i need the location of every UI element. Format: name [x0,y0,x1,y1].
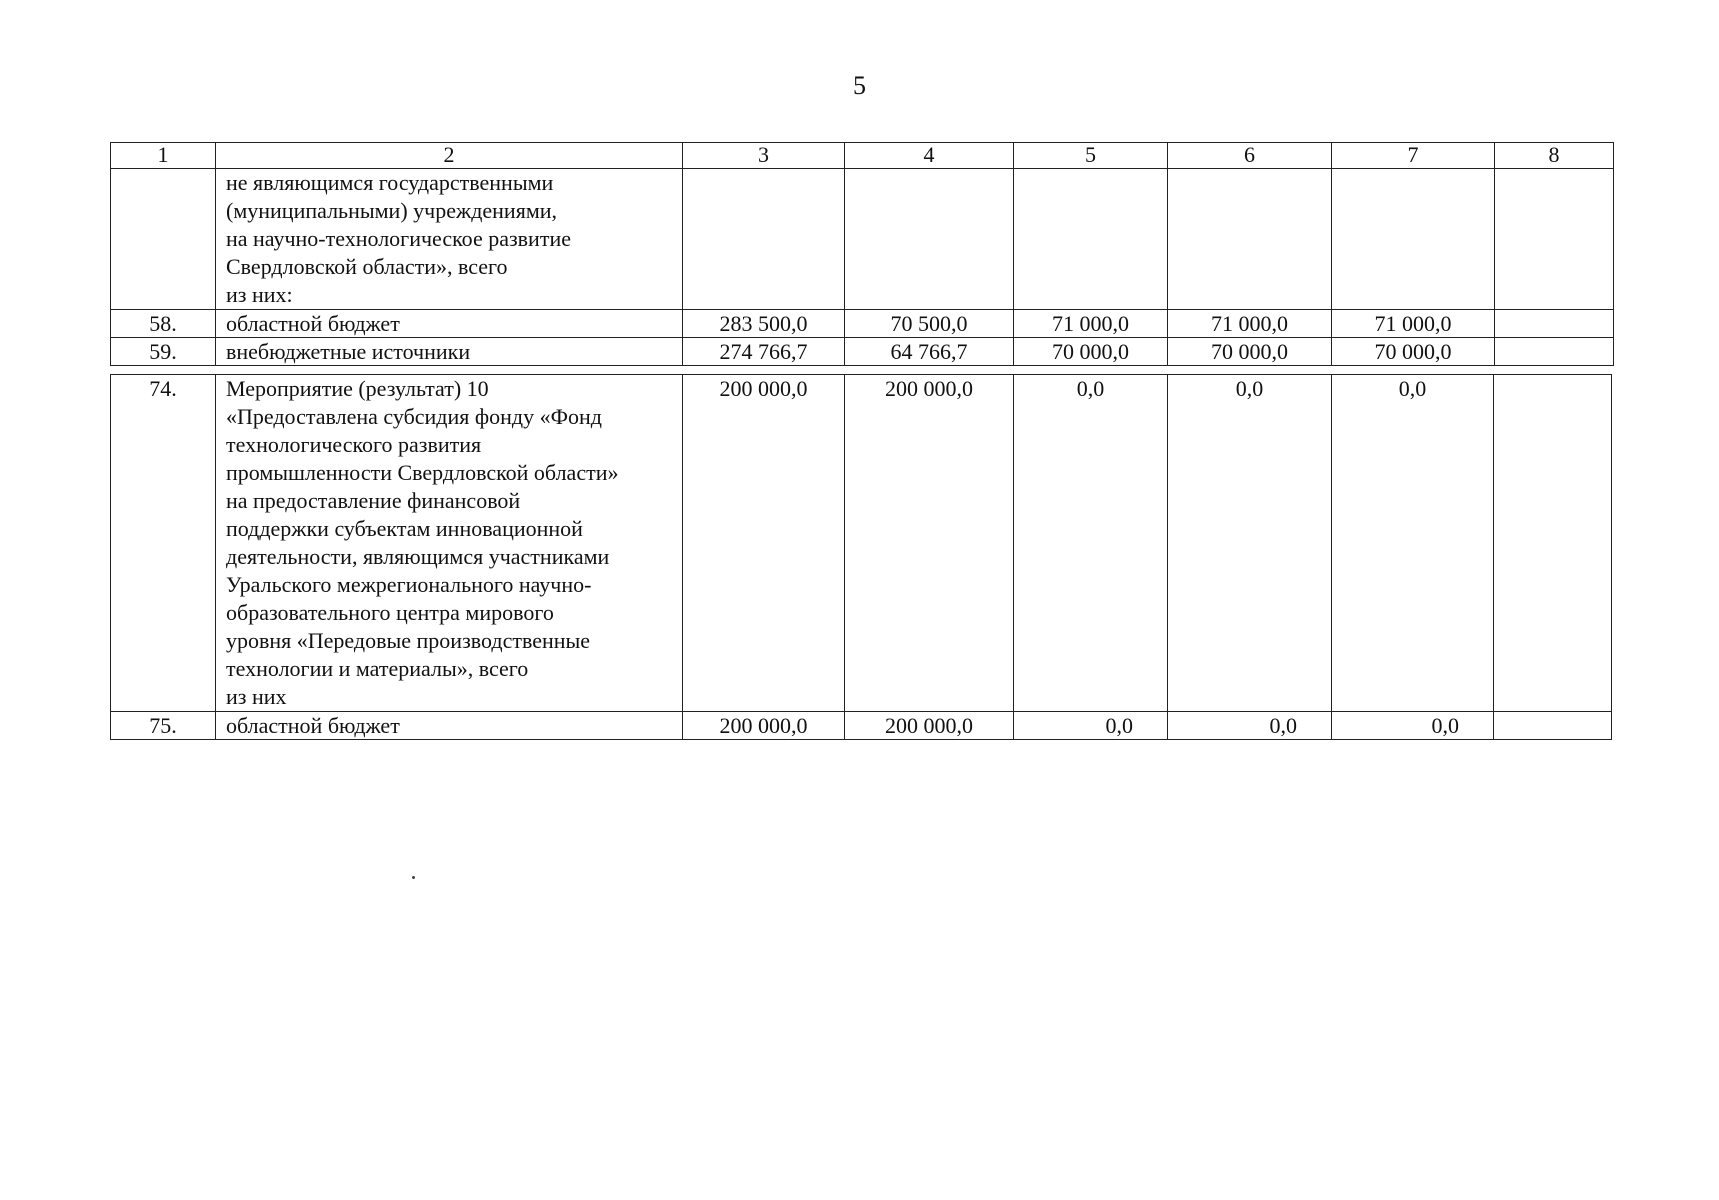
row-value-col-3: 274 766,7 [683,338,845,366]
row-value-col-6: 70 000,0 [1168,338,1332,366]
row-value-col-7: 71 000,0 [1332,310,1495,338]
row-value-col-6: 0,0 [1168,375,1332,712]
row-name: не являющимся государственными (муниципальными) учреждениями, на научно-технологическое развитие Свердловской области», всего из них: [216,169,683,310]
table-row-continuation [111,169,1614,310]
table-row-59 [111,338,1614,366]
table-row-74 [111,375,1612,712]
table-row-75 [111,712,1612,740]
header-col-8: 8 [1495,143,1614,169]
row-value-col-4: 70 500,0 [845,310,1014,338]
row-value-col-8 [1494,712,1612,740]
row-value-col-3 [683,169,845,310]
header-col-6: 6 [1168,143,1332,169]
row-value-col-5: 71 000,0 [1014,310,1168,338]
row-value-col-5: 0,0 [1014,712,1168,740]
row-name: областной бюджет [216,310,683,338]
row-value-col-7 [1332,169,1495,310]
row-value-col-3: 200 000,0 [683,375,845,712]
scan-speck [412,876,415,879]
row-value-col-6: 71 000,0 [1168,310,1332,338]
row-number [111,169,216,310]
header-col-1: 1 [111,143,216,169]
row-value-col-4 [845,169,1014,310]
row-value-col-7: 0,0 [1332,375,1494,712]
budget-table-part-2 [110,374,1612,740]
row-value-col-8 [1495,338,1614,366]
header-col-2: 2 [216,143,683,169]
row-number: 75. [111,712,216,740]
header-col-3: 3 [683,143,845,169]
row-value-col-4: 200 000,0 [845,375,1014,712]
row-value-col-7: 0,0 [1332,712,1494,740]
row-value-col-6 [1168,169,1332,310]
row-value-col-5 [1014,169,1168,310]
header-col-4: 4 [845,143,1014,169]
row-value-col-4: 64 766,7 [845,338,1014,366]
row-value-col-4: 200 000,0 [845,712,1014,740]
table-row-58 [111,310,1614,338]
budget-table-part-1 [110,142,1614,366]
row-number: 59. [111,338,216,366]
row-value-col-8 [1494,375,1612,712]
row-value-col-3: 200 000,0 [683,712,845,740]
row-value-col-3: 283 500,0 [683,310,845,338]
row-value-col-8 [1495,169,1614,310]
row-value-col-5: 70 000,0 [1014,338,1168,366]
header-col-7: 7 [1332,143,1495,169]
row-value-col-7: 70 000,0 [1332,338,1495,366]
row-name: Мероприятие (результат) 10 «Предоставлена субсидия фонду «Фонд технологического развития промышленности Свердловской области» на предоставление финансовой поддержки субъектам инновационной деятельности, являющимся участниками Уральского межрегионального научно- образовательного центра мирового уровня «Передовые производственные технологии и материалы», всего из них [216,375,683,712]
row-name: внебюджетные источники [216,338,683,366]
page-number: 5 [853,71,866,100]
table-header-row [111,143,1614,169]
row-name: областной бюджет [216,712,683,740]
row-value-col-6: 0,0 [1168,712,1332,740]
row-value-col-5: 0,0 [1014,375,1168,712]
header-col-5: 5 [1014,143,1168,169]
row-number: 74. [111,375,216,712]
row-number: 58. [111,310,216,338]
row-value-col-8 [1495,310,1614,338]
